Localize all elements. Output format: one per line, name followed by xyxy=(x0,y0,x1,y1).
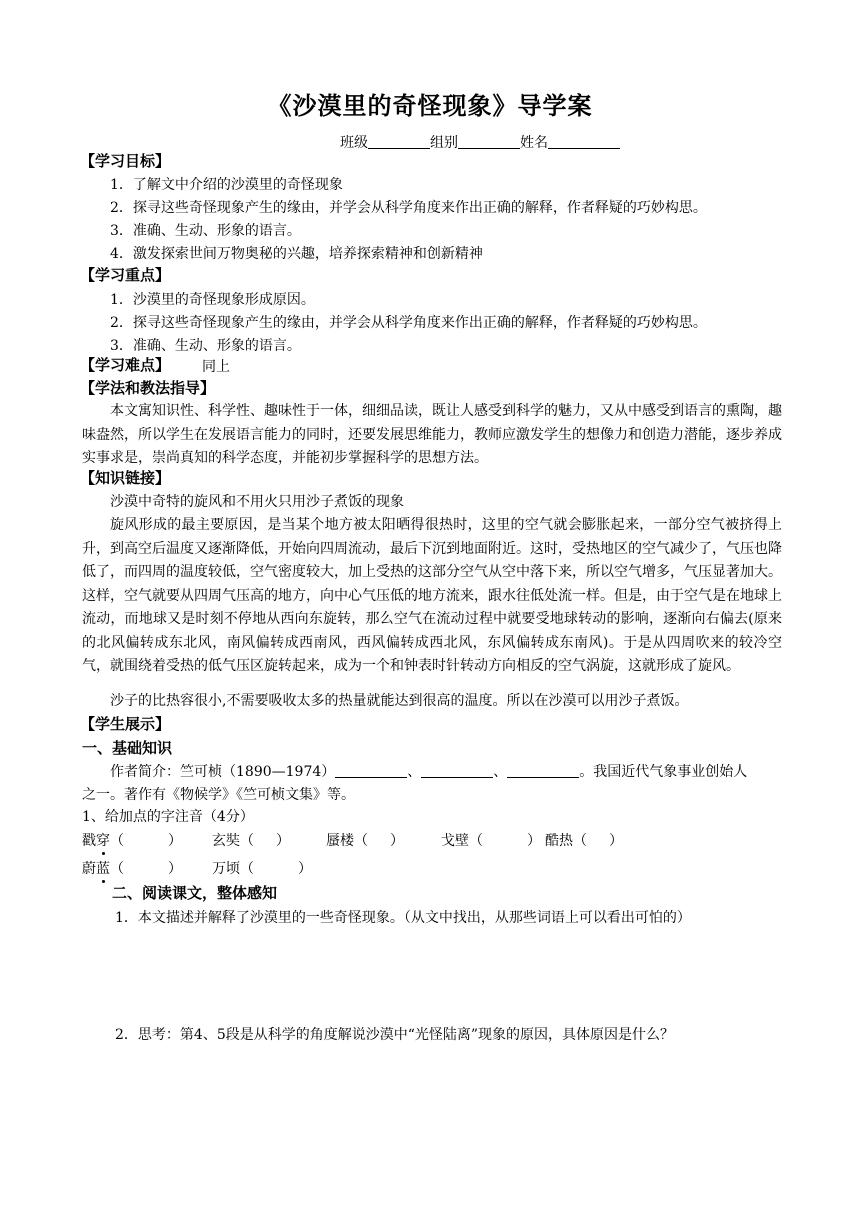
page-title: 《沙漠里的奇怪现象》导学案 xyxy=(267,91,593,120)
goal-item: 3．准确、生动、形象的语言。 xyxy=(110,223,301,239)
pinyin-blank[interactable] xyxy=(483,833,527,847)
author-intro-a: 作者简介：竺可桢（1890—1974） xyxy=(110,764,336,780)
separator: 、 xyxy=(493,764,508,780)
display-heading: 【学生展示】 xyxy=(80,715,171,733)
method-heading: 【学法和教法指导】 xyxy=(80,379,216,397)
pinyin-item: 戳穿（ ） xyxy=(82,833,182,849)
class-label: 班级 xyxy=(340,135,368,151)
pinyin-word: 万顷（ xyxy=(212,861,254,877)
author-intro-line xyxy=(110,761,747,784)
pinyin-blank[interactable] xyxy=(124,861,168,875)
pinyin-blank[interactable] xyxy=(368,833,390,847)
goal-item: 4．激发探索世间万物奥秘的兴趣，培养探索精神和创新精神 xyxy=(110,246,483,262)
focus-item: 1．沙漠里的奇怪现象形成原因。 xyxy=(110,292,315,308)
author-blank-1[interactable] xyxy=(335,763,407,778)
pinyin-item: 万顷（ ） xyxy=(212,861,312,877)
reading-question-1: 1．本文描述并解释了沙漠里的一些奇怪现象。（从文中找出，从那些词语上可以看出可怕的） xyxy=(115,910,691,926)
difficulty-text: 同上 xyxy=(202,359,230,375)
group-blank[interactable] xyxy=(458,134,520,149)
focus-heading: 【学习重点】 xyxy=(80,266,171,284)
knowledge-paragraph-2: 沙子的比热容很小,不需要吸收太多的热量就能达到很高的温度。所以在沙漠可以用沙子煮饭。 xyxy=(110,693,689,709)
focus-item: 2．探寻这些奇怪现象产生的缘由，并学会从科学角度来作出正确的解释，作者释疑的巧妙构思。 xyxy=(110,315,707,331)
goals-heading: 【学习目标】 xyxy=(80,152,171,170)
goal-item: 1．了解文中介绍的沙漠里的奇怪现象 xyxy=(110,177,343,193)
pinyin-word: 玄奘（ xyxy=(212,833,254,849)
group-label: 组别 xyxy=(430,135,458,151)
student-info-line xyxy=(340,132,620,152)
author-intro-c: 之一。著作有《物候学》《竺可桢文集》等。 xyxy=(82,787,355,803)
pinyin-blank[interactable] xyxy=(587,833,609,847)
pinyin-item: 蜃楼（ ） xyxy=(326,833,404,849)
pinyin-blank[interactable] xyxy=(254,861,298,875)
pinyin-item: 玄奘（ ） xyxy=(212,833,290,849)
name-blank[interactable] xyxy=(548,134,620,149)
pinyin-blank[interactable] xyxy=(124,833,168,847)
separator: 、 xyxy=(407,764,422,780)
pinyin-word: 蔚蓝（ xyxy=(82,861,124,877)
pinyin-item: 戈壁（ ） xyxy=(441,833,541,849)
pinyin-word: 酷热（ xyxy=(545,833,587,849)
pinyin-item: 酷热（ ） xyxy=(545,833,623,849)
knowledge-paragraph-1: 旋风形成的最主要原因，是当某个地方被太阳晒得很热时，这里的空气就会膨胀起来，一部分空气被挤得上升，到高空后温度又逐渐降低，开始向四周流动，最后下沉到地面附近。这时，受热地区的空气减少了，气压也降低了，而四周的温度较低，空气密度较大，加上受热的这部分空气从空中落下来，所以空气增多，气压显著加大。这样，空气就要从四周气压高的地方，向中心气压低的地方流来，跟水往低处流一样。但是，由于空气是在地球上流动，而地球又是时刻不停地从西向东旋转，那么空气在流动过程中就要受地球转动的影响，逐渐向右偏去(原来的北风偏转成东北风，南风偏转成西南风，西风偏转成西北风，东风偏转成东南风)。于是从四周吹来的较冷空气，就围绕着受热的低气压区旋转起来，成为一个和钟表时针转动方向相反的空气涡旋，这就形成了旋风。 xyxy=(82,517,782,674)
goal-item: 2．探寻这些奇怪现象产生的缘由，并学会从科学角度来作出正确的解释，作者释疑的巧妙构思。 xyxy=(110,200,707,216)
pinyin-word: 蜃楼（ xyxy=(326,833,368,849)
knowledge-heading: 【知识链接】 xyxy=(80,469,171,487)
author-blank-2[interactable] xyxy=(421,763,493,778)
pinyin-word: 戳穿（ xyxy=(82,833,124,849)
class-blank[interactable] xyxy=(368,134,430,149)
author-intro-b: 。我国近代气象事业创始人 xyxy=(579,764,748,780)
pinyin-blank[interactable] xyxy=(254,833,276,847)
basics-heading: 一、基础知识 xyxy=(82,739,173,757)
focus-item: 3．准确、生动、形象的语言。 xyxy=(110,338,301,354)
author-blank-3[interactable] xyxy=(507,763,579,778)
knowledge-subtitle: 沙漠中奇特的旋风和不用火只用沙子煮饭的现象 xyxy=(110,494,404,510)
pinyin-item: 蔚蓝（ ） xyxy=(82,861,182,877)
reading-question-2: 2．思考：第4、5段是从科学的角度解说沙漠中“光怪陆离”现象的原因，具体原因是什么？ xyxy=(115,1027,675,1043)
pinyin-question: 1、给加点的字注音（4分） xyxy=(82,809,254,825)
name-label: 姓名 xyxy=(520,135,548,151)
reading-heading: 二、阅读课文，整体感知 xyxy=(112,884,278,902)
method-paragraph: 本文寓知识性、科学性、趣味性于一体，细细品读，既让人感受到科学的魅力，又从中感受到语言的熏陶，趣味盎然，所以学生在发展语言能力的同时，还要发展思维能力，教师应激发学生的想像力和创造力潜能，逐步养成实事求是，崇尚真知的科学态度，并能初步掌握科学的思想方法。 xyxy=(82,403,782,466)
difficulty-heading: 【学习难点】 xyxy=(80,356,171,374)
pinyin-word: 戈壁（ xyxy=(441,833,483,849)
